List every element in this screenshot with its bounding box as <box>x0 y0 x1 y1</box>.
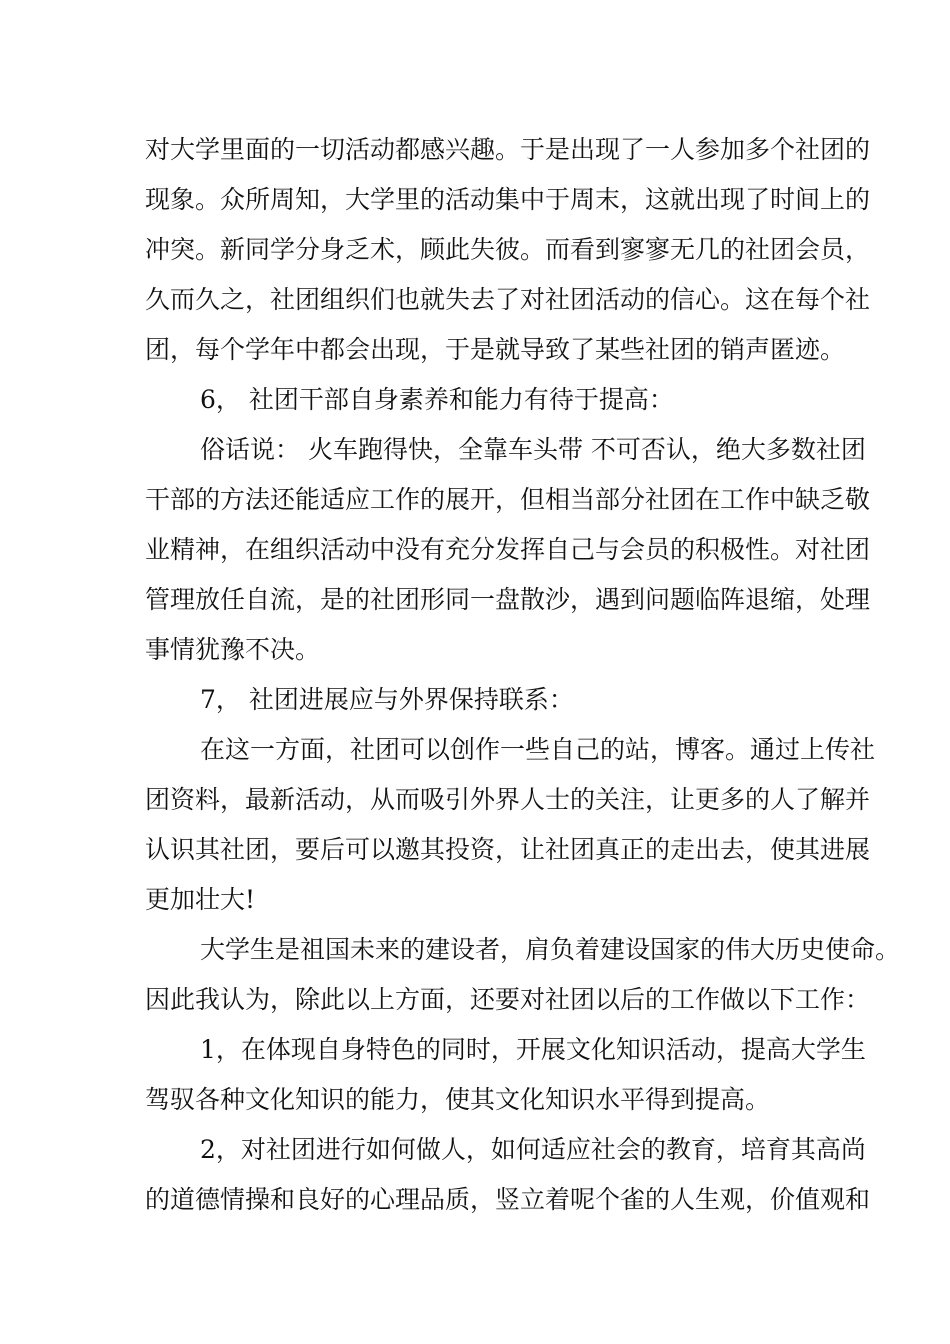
text-line: 业精神，在组织活动中没有充分发挥自己与会员的积极性。对社团 <box>145 535 871 564</box>
text-line: 冲突。新同学分身乏术，顾此失彼。而看到寥寥无几的社团会员， <box>145 235 871 264</box>
list-item-2: 2，对社团进行如何做人，如何适应社会的教育，培育其高尚 <box>200 1135 866 1164</box>
text-line: 因此我认为，除此以上方面，还要对社团以后的工作做以下工作： <box>145 985 871 1014</box>
text-line: 俗话说： 火车跑得快，全靠车头带 不可否认，绝大多数社团 <box>200 435 866 464</box>
section-heading-7: 7， 社团进展应与外界保持联系： <box>200 685 574 714</box>
text-line: 管理放任自流，是的社团形同一盘散沙，遇到问题临阵退缩，处理 <box>145 585 871 614</box>
text-line: 团，每个学年中都会出现，于是就导致了某些社团的销声匿迹。 <box>145 335 846 364</box>
text-line: 干部的方法还能适应工作的展开，但相当部分社团在工作中缺乏敬 <box>145 485 871 514</box>
text-line: 团资料，最新活动，从而吸引外界人士的关注，让更多的人了解并 <box>145 785 871 814</box>
text-line: 现象。众所周知，大学里的活动集中于周末，这就出现了时间上的 <box>145 185 871 214</box>
text-line: 事情犹豫不决。 <box>145 635 321 664</box>
text-line: 大学生是祖国未来的建设者，肩负着建设国家的伟大历史使命。 <box>200 935 901 964</box>
text-line: 驾驭各种文化知识的能力，使其文化知识水平得到提高。 <box>145 1085 771 1114</box>
text-line: 的道德情操和良好的心理品质，竖立着呢个雀的人生观，价值观和 <box>145 1185 871 1214</box>
text-line: 久而久之，社团组织们也就失去了对社团活动的信心。这在每个社 <box>145 285 871 314</box>
text-line: 对大学里面的一切活动都感兴趣。于是出现了一人参加多个社团的 <box>145 135 871 164</box>
section-heading-6: 6， 社团干部自身素养和能力有待于提高： <box>200 385 674 414</box>
text-line: 认识其社团，要后可以邀其投资，让社团真正的走出去，使其进展 <box>145 835 871 864</box>
text-line: 在这一方面，社团可以创作一些自己的站，博客。通过上传社 <box>200 735 876 764</box>
list-item-1: 1，在体现自身特色的同时，开展文化知识活动，提高大学生 <box>200 1035 866 1064</box>
text-line: 更加壮大! <box>145 885 256 914</box>
